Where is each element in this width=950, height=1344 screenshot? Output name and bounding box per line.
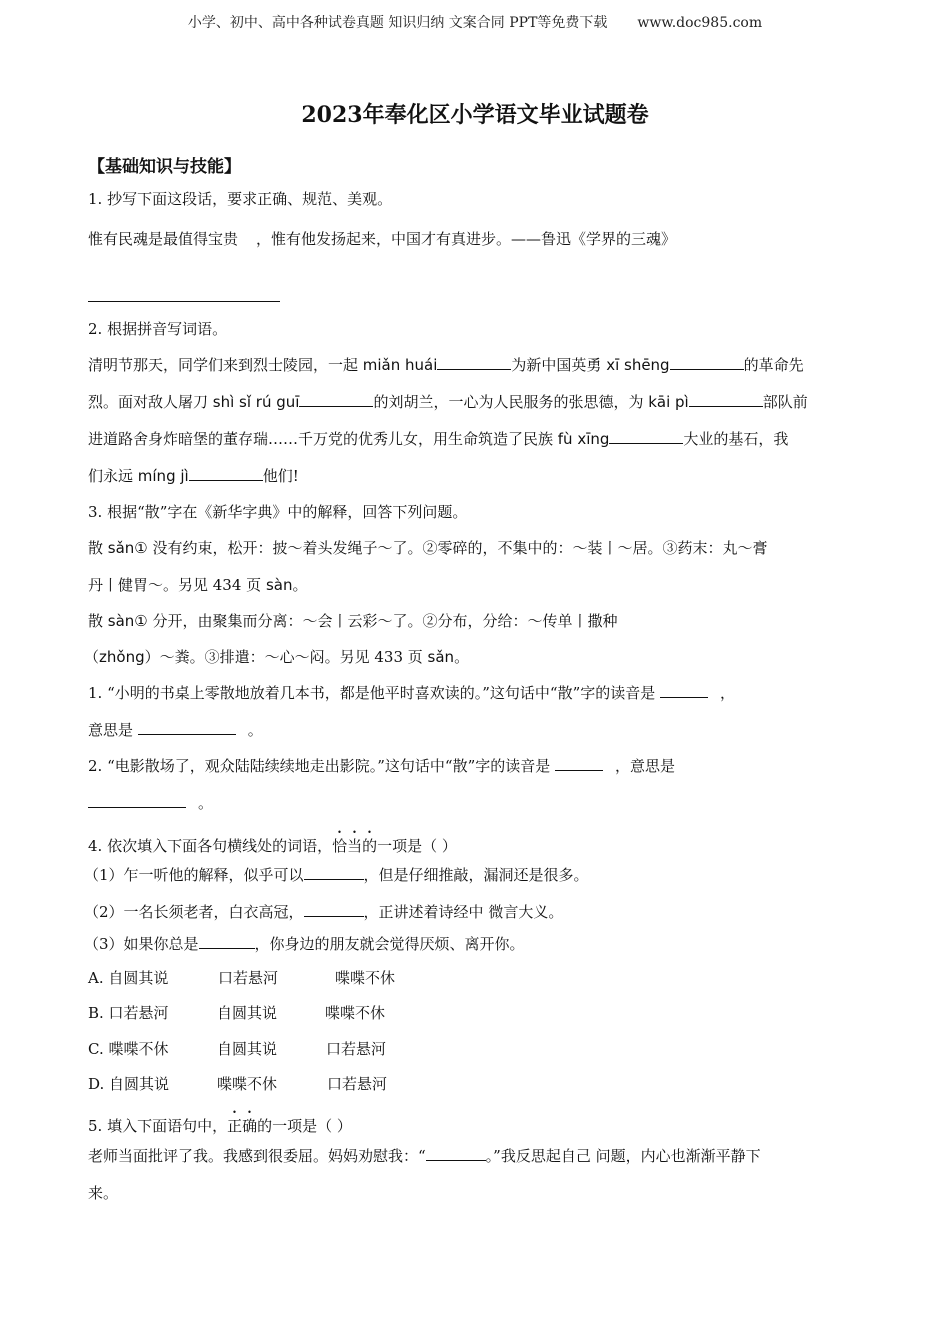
q3-def-3 <box>88 610 618 632</box>
header-site[interactable]: www.doc985.com <box>637 15 763 31</box>
q2-text: 的革命先 <box>743 356 804 374</box>
q2-text: 大业的基石，我 <box>683 430 789 448</box>
option-word: 喋喋不休 <box>217 1075 278 1093</box>
q4-text: （3）如果你总是 <box>84 935 199 953</box>
q2-line-2 <box>88 391 808 413</box>
q3-text: 2. “电影散场了，观众陆陆续续地走出影院。”这句话中“散”字的读音是 <box>88 757 556 775</box>
option-a[interactable] <box>88 967 395 989</box>
pinyin: xī shēng <box>606 356 670 374</box>
q2-text: 们永远 <box>88 467 138 485</box>
option-word: 自圆其说 <box>217 1040 278 1058</box>
answer-blank[interactable] <box>555 755 603 771</box>
pinyin: zhǒng <box>99 648 145 666</box>
q3-text: 丹丨健胃～。另见 434 页 <box>88 576 266 594</box>
q4-text: ，但是仔细推敲，漏洞还是很多。 <box>363 866 589 884</box>
q2-text: 进道路舍身炸暗堡的董存瑞……千万党的优秀儿女，用生命筑造了民族 <box>88 430 558 448</box>
answer-blank[interactable] <box>304 864 364 880</box>
pinyin: shì sǐ rú guī <box>212 393 300 411</box>
q2-line-3 <box>88 428 788 450</box>
q5-emphasis: 正确 <box>227 1117 258 1135</box>
q1-quote <box>88 228 676 250</box>
option-b[interactable] <box>88 1002 385 1024</box>
q4-sentence-3 <box>84 933 525 955</box>
option-word: 口若悬河 <box>327 1075 388 1093</box>
q2-text: 的刘胡兰，一心为人民服务的张思德，为 <box>373 393 649 411</box>
q4-prompt <box>88 828 457 857</box>
q2-text: 清明节那天，同学们来到烈士陵园，一起 <box>88 356 363 374</box>
q2-line-1 <box>88 354 804 376</box>
q2-line-4 <box>88 465 299 487</box>
q3-sub-2 <box>88 755 675 777</box>
q4-text: （2）一名长须老者，白衣高冠， <box>84 903 304 921</box>
pinyin: miǎn huái <box>362 356 438 374</box>
q3-text: ，意思是 <box>615 757 676 775</box>
pinyin: sǎn <box>427 648 455 666</box>
page-header <box>0 12 950 32</box>
header-text: 小学、初中、高中各种试卷真题 知识归纳 文案合同 PPT等免费下载 <box>187 15 608 31</box>
answer-blank[interactable] <box>609 428 683 444</box>
answer-blank[interactable] <box>660 682 708 698</box>
q3-def-2 <box>88 574 307 596</box>
q4-text: （1）乍一听他的解释，似乎可以 <box>84 866 304 884</box>
q5-line-2: 来。 <box>88 1184 119 1202</box>
q4-emphasis: 恰当的 <box>332 837 378 855</box>
pinyin: fù xīng <box>557 430 610 448</box>
option-word: 喋喋不休 <box>325 1004 386 1022</box>
q5-text: 的一项是（ ） <box>257 1117 352 1135</box>
q3-sub-2-meaning <box>88 792 213 814</box>
q3-def-1 <box>88 537 768 559</box>
q4-text: 一项是（ ） <box>377 837 457 855</box>
q5-line-1 <box>88 1145 761 1167</box>
answer-blank[interactable] <box>670 354 744 370</box>
copy-line[interactable] <box>88 301 280 302</box>
q3-text: ， <box>720 684 736 702</box>
q4-text: ，正讲述着诗经中 微言大义。 <box>363 903 564 921</box>
section-heading: 【基础知识与技能】 <box>88 157 241 177</box>
q4-sentence-1 <box>84 864 589 886</box>
option-label: C. 喋喋不休 <box>88 1040 169 1058</box>
q3-text: 。 <box>198 794 214 812</box>
q3-text: 。 <box>454 648 470 666</box>
q2-prompt: 2. 根据拼音写词语。 <box>88 320 228 338</box>
q3-text: 1. “小明的书桌上零散地放着几本书，都是他平时喜欢读的。”这句话中“散”字的读音是 <box>88 684 661 702</box>
answer-blank[interactable] <box>437 354 511 370</box>
answer-blank[interactable] <box>299 391 373 407</box>
q5-prompt <box>88 1108 352 1137</box>
q2-text: 部队前 <box>762 393 808 411</box>
q1-prompt: 1. 抄写下面这段话，要求正确、规范、美观。 <box>88 190 393 208</box>
q3-sub-1-meaning <box>88 719 263 741</box>
option-label: A. 自圆其说 <box>88 969 169 987</box>
q3-text: 。 <box>247 721 263 739</box>
q5-text: 5. 填入下面语句中， <box>88 1117 228 1135</box>
answer-blank[interactable] <box>689 391 763 407</box>
q3-text: ① 没有约束，松开：披～着头发绳子～了。②零碎的，不集中的：～装丨～居。③药末：丸～膏 <box>134 539 768 557</box>
q5-text: 。”我反思起自己 问题，内心也渐渐平静下 <box>485 1147 761 1165</box>
option-word: 口若悬河 <box>326 1040 387 1058</box>
option-word: 喋喋不休 <box>335 969 396 987</box>
option-word: 自圆其说 <box>217 1004 278 1022</box>
page-title: 2023年奉化区小学语文毕业试题卷 <box>301 102 649 128</box>
q4-sentence-2 <box>84 901 563 923</box>
option-label: D. 自圆其说 <box>88 1075 170 1093</box>
q2-text: 烈。面对敌人屠刀 <box>88 393 213 411</box>
q3-text: ① 分开，由聚集而分离：～会丨云彩～了。②分布，分给：～传单丨撒种 <box>134 612 618 630</box>
q3-def-4 <box>84 646 469 668</box>
q1-quote-b: ，惟有他发扬起来，中国才有真进步。——鲁迅《学界的三魂》 <box>256 230 677 248</box>
option-word: 口若悬河 <box>218 969 279 987</box>
answer-blank[interactable] <box>304 901 364 917</box>
option-d[interactable] <box>88 1073 387 1095</box>
option-c[interactable] <box>88 1038 386 1060</box>
q3-sub-1 <box>88 682 735 704</box>
q3-text: （ <box>84 648 100 666</box>
answer-blank[interactable] <box>426 1145 486 1161</box>
option-label: B. 口若悬河 <box>88 1004 169 1022</box>
q1-quote-a: 惟有民魂是最值得宝贵 <box>88 230 239 248</box>
q4-text: 4. 依次填入下面各句横线处的词语， <box>88 837 333 855</box>
q5-text: 老师当面批评了我。我感到很委屈。妈妈劝慰我：“ <box>88 1147 426 1165</box>
pinyin: sàn <box>107 612 135 630</box>
q2-text: 为新中国英勇 <box>511 356 607 374</box>
answer-blank[interactable] <box>88 792 186 808</box>
q3-text: 散 <box>88 612 108 630</box>
pinyin: míng jì <box>137 467 189 485</box>
q3-text: ）～粪。③排遣：～心～闷。另见 433 页 <box>144 648 428 666</box>
pinyin: sǎn <box>107 539 135 557</box>
q3-prompt: 3. 根据“散”字在《新华字典》中的解释，回答下列问题。 <box>88 503 468 521</box>
answer-blank[interactable] <box>199 933 255 949</box>
q3-text: 意思是 <box>88 721 138 739</box>
answer-blank[interactable] <box>189 465 263 481</box>
q3-text: 散 <box>88 539 108 557</box>
q3-text: 。 <box>292 576 308 594</box>
pinyin: sàn <box>265 576 293 594</box>
pinyin: kāi pì <box>648 393 689 411</box>
q2-text: 他们! <box>262 467 299 485</box>
q4-text: ，你身边的朋友就会觉得厌烦、离开你。 <box>254 935 525 953</box>
answer-blank[interactable] <box>138 719 236 735</box>
